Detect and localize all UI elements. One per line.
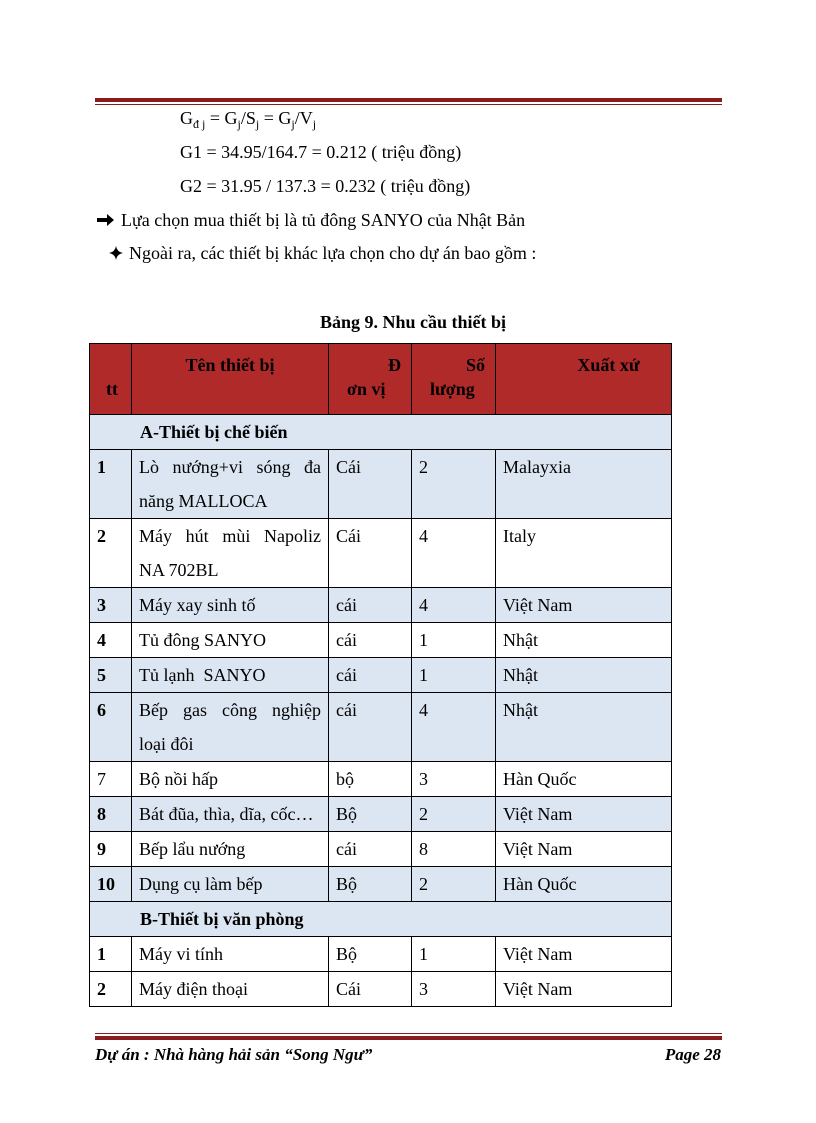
header-rule	[95, 98, 722, 105]
table-caption: Bảng 9. Nhu cầu thiết bị	[319, 312, 507, 332]
header-unit: Đ ơn vị	[329, 344, 412, 415]
header-tt: tt	[90, 344, 132, 415]
header-name: Tên thiết bị	[132, 344, 329, 415]
section-title: A-Thiết bị chế biến	[90, 415, 672, 450]
table-row: 6 Bếp gas công nghiệp loại đôi cái 4 Nhật	[90, 693, 672, 762]
section-row-b	[90, 902, 672, 937]
table-row: 1 Lò nướng+vi sóng đa năng MALLOCA Cái 2 Malayxia	[90, 450, 672, 519]
formula-line-2: G1 = 34.95/164.7 = 0.212 ( triệu đồng)	[180, 142, 462, 162]
equipment-table	[89, 343, 672, 1007]
table-row: 2 Máy hút mùi Napoliz NA 702BL Cái 4 Italy	[90, 519, 672, 588]
section-row-a	[90, 415, 672, 450]
conclusion-line: Lựa chọn mua thiết bị là tủ đông SANYO của Nhật Bản	[97, 210, 525, 231]
header-origin: Xuất xứ	[496, 344, 672, 415]
table-row: 5 Tủ lạnh SANYO cái 1 Nhật	[90, 658, 672, 693]
right-arrow-icon	[97, 213, 115, 227]
table-row: 10 Dụng cụ làm bếp Bộ 2 Hàn Quốc	[90, 867, 672, 902]
table-row: 4 Tủ đông SANYO cái 1 Nhật	[90, 623, 672, 658]
header-qty: Số lượng	[412, 344, 496, 415]
formula-line-3: G2 = 31.95 / 137.3 = 0.232 ( triệu đồng)	[180, 176, 471, 196]
table-row: 9 Bếp lẩu nướng cái 8 Việt Nam	[90, 832, 672, 867]
table-row: 3 Máy xay sinh tố cái 4 Việt Nam	[90, 588, 672, 623]
note-line: Ngoài ra, các thiết bị khác lựa chọn cho dự án bao gồm :	[109, 243, 536, 264]
section-title: B-Thiết bị văn phòng	[90, 902, 672, 937]
table-header-row	[90, 344, 672, 415]
table-row: 1 Máy vi tính Bộ 1 Việt Nam	[90, 937, 672, 972]
table-row: 7 Bộ nồi hấp bộ 3 Hàn Quốc	[90, 762, 672, 797]
table-row: 8 Bát đũa, thìa, dĩa, cốc… Bộ 2 Việt Nam	[90, 797, 672, 832]
formula-line-1: $G_{đ j} = G_j/S_j = G_j/V_j$	[180, 108, 317, 131]
table-row: 2 Máy điện thoại Cái 3 Việt Nam	[90, 972, 672, 1007]
footer-project: Dự án : Nhà hàng hải sản “Song Ngư”	[95, 1045, 373, 1064]
footer-rule	[95, 1033, 722, 1040]
footer-page-number: Page 28	[664, 1045, 721, 1064]
diamond-bullet-icon	[109, 246, 123, 260]
